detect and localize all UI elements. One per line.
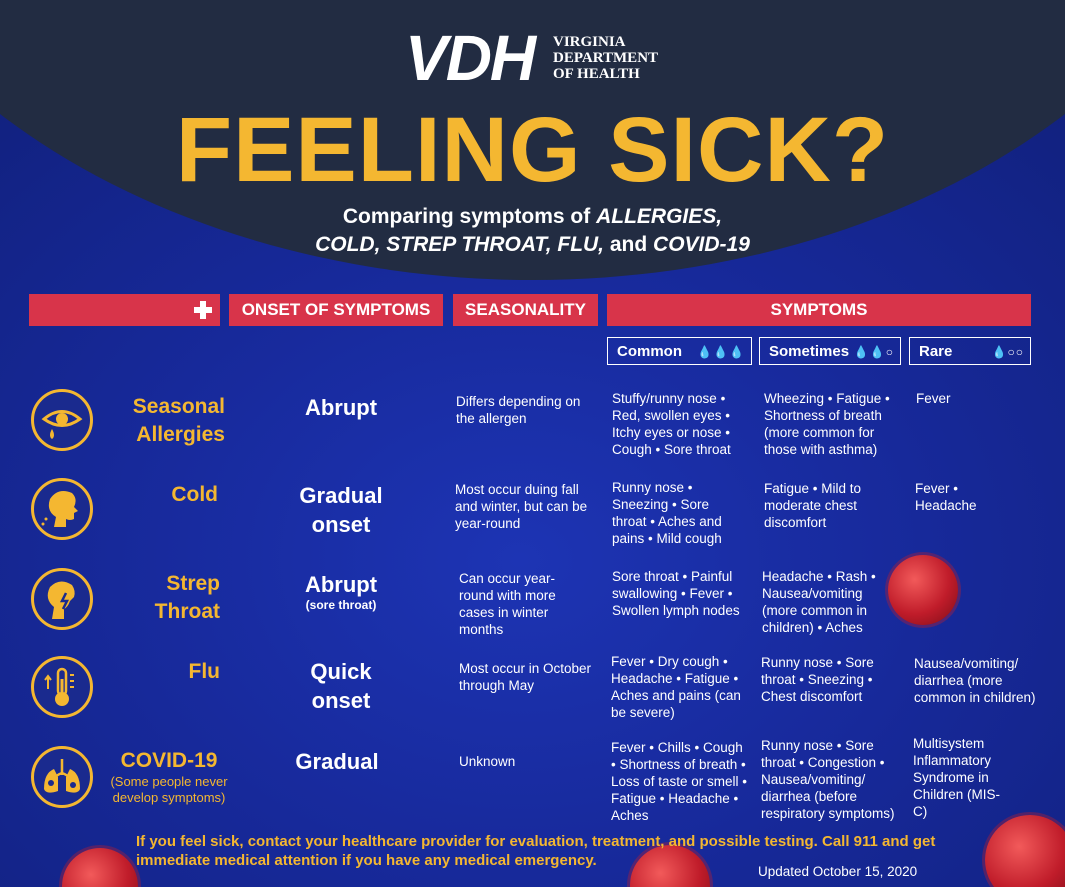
subtitle-text: COLD, STREP THROAT, FLU, [315, 233, 605, 256]
eye-tear-icon [31, 389, 93, 451]
rare-cell: Fever • Headache [915, 481, 977, 513]
rare-cell: Fever [916, 391, 951, 406]
common-cell: Stuffy/runny nose • Red, swollen eyes • Itchy eyes or nose • Cough • Sore throat [612, 391, 731, 457]
seasonality-cell: Unknown [459, 754, 516, 769]
subheader-common [607, 337, 752, 365]
updated-date: Updated October 15, 2020 [758, 864, 918, 879]
sometimes-cell: Fatigue • Mild to moderate chest discomfort [764, 481, 862, 530]
sore-throat-icon [31, 568, 93, 630]
condition-name: Allergies [136, 423, 225, 446]
virus-particle [985, 815, 1065, 887]
seasonality-cell: Most occur duing fall and winter, but can be year-round [455, 482, 588, 531]
logo-line: DEPARTMENT [553, 50, 659, 66]
lungs-virus-icon [31, 746, 93, 808]
onset-text: Quick [310, 659, 372, 684]
covid-note: (Some people never develop symptoms) [110, 774, 228, 805]
drops-icon: 💧○○ [991, 345, 1024, 359]
header-cross [29, 294, 220, 326]
subheader-label: Rare [919, 343, 953, 360]
row-name [104, 747, 234, 775]
subheader-rare [909, 337, 1031, 365]
subheader-label: Sometimes [769, 343, 850, 360]
onset-text: Gradual [295, 749, 379, 774]
logo-line: VIRGINIA [553, 34, 626, 50]
seasonality-cell: Differs depending on the allergen [456, 394, 581, 426]
rare-cell: Nausea/vomiting/ diarrhea (more common in children) [914, 656, 1036, 705]
common-cell: Sore throat • Painful swallowing • Fever • Swollen lymph nodes [612, 569, 740, 618]
sometimes-cell: Runny nose • Sore throat • Sneezing • Chest discomfort [761, 655, 874, 704]
condition-name: Seasonal [132, 395, 225, 418]
seasonality-cell: Most occur in October through May [459, 661, 592, 693]
condition-name: Flu [188, 660, 220, 683]
virus-particle [888, 555, 958, 625]
logo-mark: VDH [405, 22, 535, 94]
sneeze-face-icon [31, 478, 93, 540]
onset-cell [260, 393, 422, 422]
logo-line: OF HEALTH [553, 66, 640, 82]
sometimes-cell: Headache • Rash • Nausea/vomiting (more common in children) • Aches [762, 569, 876, 635]
condition-name: Cold [171, 483, 218, 506]
seasonality-cell: Can occur year-round with more cases in winter months [459, 571, 556, 637]
sometimes-cell: Runny nose • Sore throat • Congestion • Nausea/vomiting/ diarrhea (before respiratory symptoms) [761, 738, 895, 821]
onset-cell [256, 747, 418, 776]
onset-cell [260, 481, 422, 539]
onset-text: Abrupt [304, 395, 378, 420]
page-subtitle [0, 203, 1065, 259]
row-name [90, 570, 220, 626]
header-seasonality: SEASONALITY [453, 294, 598, 326]
header-symptoms: SYMPTOMS [607, 294, 1031, 326]
subheader-label: Common [617, 343, 682, 360]
row-name [90, 481, 218, 509]
virus-particle [62, 848, 138, 887]
condition-name: COVID-19 [120, 749, 218, 772]
subheader-sometimes [759, 337, 901, 365]
common-cell: Fever • Chills • Cough • Shortness of breath • Loss of taste or smell • Fatigue • Headache • Aches [611, 740, 748, 823]
onset-text: onset [311, 512, 371, 537]
sometimes-cell: Wheezing • Fatigue • Shortness of breath (more common for those with asthma) [764, 391, 890, 457]
row-name [90, 393, 225, 449]
common-cell: Fever • Dry cough • Headache • Fatigue • Aches and pains (can be severe) [611, 654, 741, 720]
common-cell: Runny nose • Sneezing • Sore throat • Aches and pains • Mild cough [612, 480, 722, 546]
medical-cross-icon [193, 300, 213, 320]
condition-name: Throat [154, 600, 220, 623]
onset-cell [260, 657, 422, 715]
subtitle-text: and [604, 233, 654, 256]
onset-text: onset [311, 688, 371, 713]
onset-text: Gradual [299, 483, 383, 508]
onset-text: Abrupt [304, 572, 378, 597]
condition-name: Strep [166, 572, 220, 595]
page-title: FEELING SICK? [175, 99, 890, 201]
rare-cell: Multisystem Inflammatory Syndrome in Children (MIS-C) [913, 736, 1001, 819]
drops-icon: 💧💧💧 [697, 345, 745, 359]
subtitle-text: ALLERGIES, [596, 205, 723, 228]
subtitle-text: Comparing symptoms of [342, 205, 597, 228]
footer-message: If you feel sick, contact your healthcare provider for evaluation, treatment, and possible testing. Call 911 and get immediate medical attention if you have any medical emergency. [136, 833, 936, 869]
onset-cell [260, 570, 422, 611]
subtitle-text: COVID-19 [653, 233, 750, 256]
thermometer-icon [31, 656, 93, 718]
row-name [90, 658, 220, 686]
onset-note: (sore throat) [305, 598, 377, 612]
drops-icon: 💧💧○ [853, 345, 894, 359]
header-onset: ONSET OF SYMPTOMS [229, 294, 443, 326]
